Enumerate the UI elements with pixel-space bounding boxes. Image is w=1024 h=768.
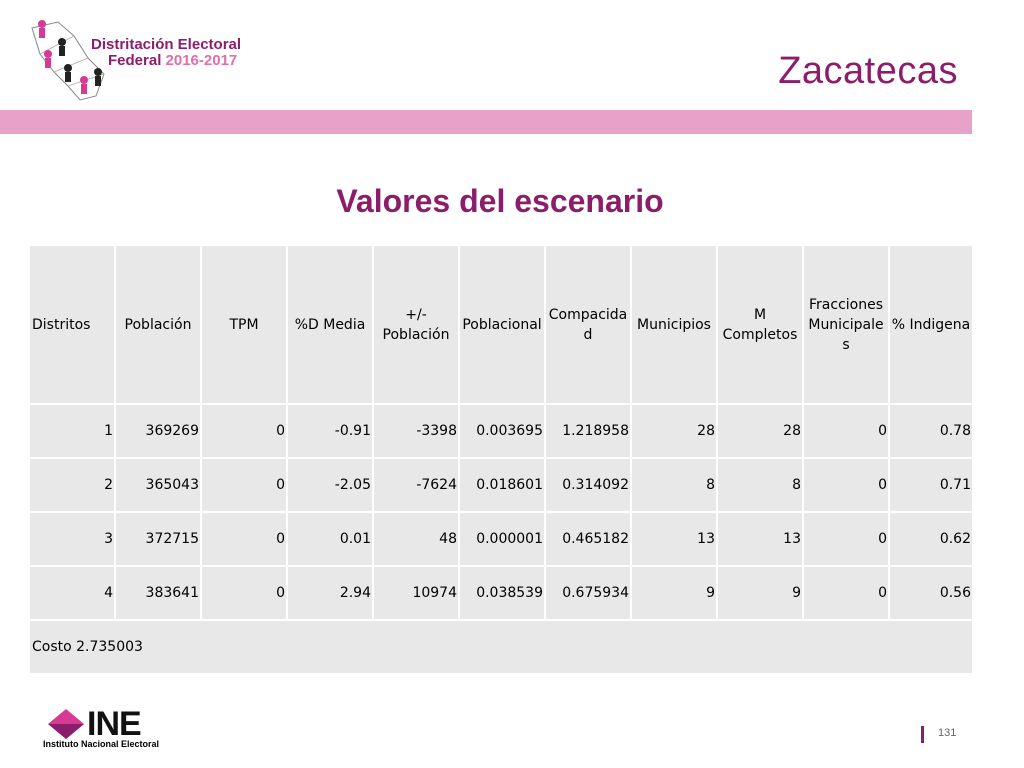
cost-row [29, 620, 973, 674]
table-row [29, 458, 973, 512]
table-cell: 0 [803, 512, 889, 566]
logo-title-line1: Distritación Electoral [91, 36, 242, 53]
table-cell: 13 [631, 512, 717, 566]
table-cell: -3398 [373, 404, 459, 458]
table-row [29, 512, 973, 566]
column-header: Municipios [631, 245, 717, 404]
table-cell: 48 [373, 512, 459, 566]
logo-years: 2016-2017 [165, 52, 238, 69]
distritacion-logo [28, 14, 278, 104]
table-cell: 0.675934 [545, 566, 631, 620]
page-number: 131 [938, 727, 957, 739]
header-divider-bar [0, 110, 972, 134]
column-header: M Completos [717, 245, 803, 404]
table-row [29, 566, 973, 620]
table-cell: 372715 [115, 512, 201, 566]
table-cell: 28 [631, 404, 717, 458]
table-cell: 3 [29, 512, 115, 566]
column-header: +/- Población [373, 245, 459, 404]
page-number-divider [921, 726, 924, 743]
table-cell: 0 [201, 404, 287, 458]
table-cell: 383641 [115, 566, 201, 620]
column-header: TPM [201, 245, 287, 404]
table-cell: 0.018601 [459, 458, 545, 512]
table-cell: 365043 [115, 458, 201, 512]
table-cell: 0.01 [287, 512, 373, 566]
column-header: Poblacional [459, 245, 545, 404]
table-cell: 0.56 [889, 566, 973, 620]
table-cell: 0.038539 [459, 566, 545, 620]
page-title: Valores del escenario [336, 183, 664, 219]
table-cell: 0.71 [889, 458, 973, 512]
table-cell: 0 [201, 512, 287, 566]
cost-value: Costo 2.735003 [29, 620, 973, 674]
table-header-row [29, 245, 973, 404]
table-cell: 13 [717, 512, 803, 566]
column-header: Fracciones Municipale s [803, 245, 889, 404]
ine-logo-subtitle: Instituto Nacional Electoral [43, 739, 160, 749]
table-cell: 0.003695 [459, 404, 545, 458]
table-cell: 28 [717, 404, 803, 458]
table-cell: 0.000001 [459, 512, 545, 566]
table-cell: 9 [631, 566, 717, 620]
table-cell: 369269 [115, 404, 201, 458]
table-cell: 0.78 [889, 404, 973, 458]
table-cell: 0 [803, 404, 889, 458]
table-cell: 8 [631, 458, 717, 512]
ine-diamond-icon [44, 707, 88, 741]
mexico-map-figures-icon [28, 14, 108, 104]
logo-title-line2 [108, 52, 237, 69]
column-header: %D Media [287, 245, 373, 404]
column-header: Compacida d [545, 245, 631, 404]
table-cell: 0.465182 [545, 512, 631, 566]
table-cell: 1 [29, 404, 115, 458]
table-cell: -2.05 [287, 458, 373, 512]
ine-logo-text: INE [87, 705, 141, 743]
table-cell: 1.218958 [545, 404, 631, 458]
table-cell: 8 [717, 458, 803, 512]
table-cell: 4 [29, 566, 115, 620]
table-cell: 10974 [373, 566, 459, 620]
table-cell: 2.94 [287, 566, 373, 620]
table-cell: 0.314092 [545, 458, 631, 512]
table-cell: -7624 [373, 458, 459, 512]
table-cell: 0.62 [889, 512, 973, 566]
column-header: Distritos [29, 245, 115, 404]
column-header: Población [115, 245, 201, 404]
scenario-values-table [28, 244, 974, 675]
logo-federal-word: Federal [108, 52, 162, 69]
table-cell: 2 [29, 458, 115, 512]
table-body [29, 404, 973, 674]
table-cell: 0 [803, 458, 889, 512]
table-cell: 0 [201, 566, 287, 620]
table-cell: 0 [201, 458, 287, 512]
table-cell: 0 [803, 566, 889, 620]
table-row [29, 404, 973, 458]
state-title: Zacatecas [778, 50, 958, 92]
column-header: % Indigena [889, 245, 973, 404]
table-cell: -0.91 [287, 404, 373, 458]
table-cell: 9 [717, 566, 803, 620]
ine-logo [40, 705, 180, 751]
